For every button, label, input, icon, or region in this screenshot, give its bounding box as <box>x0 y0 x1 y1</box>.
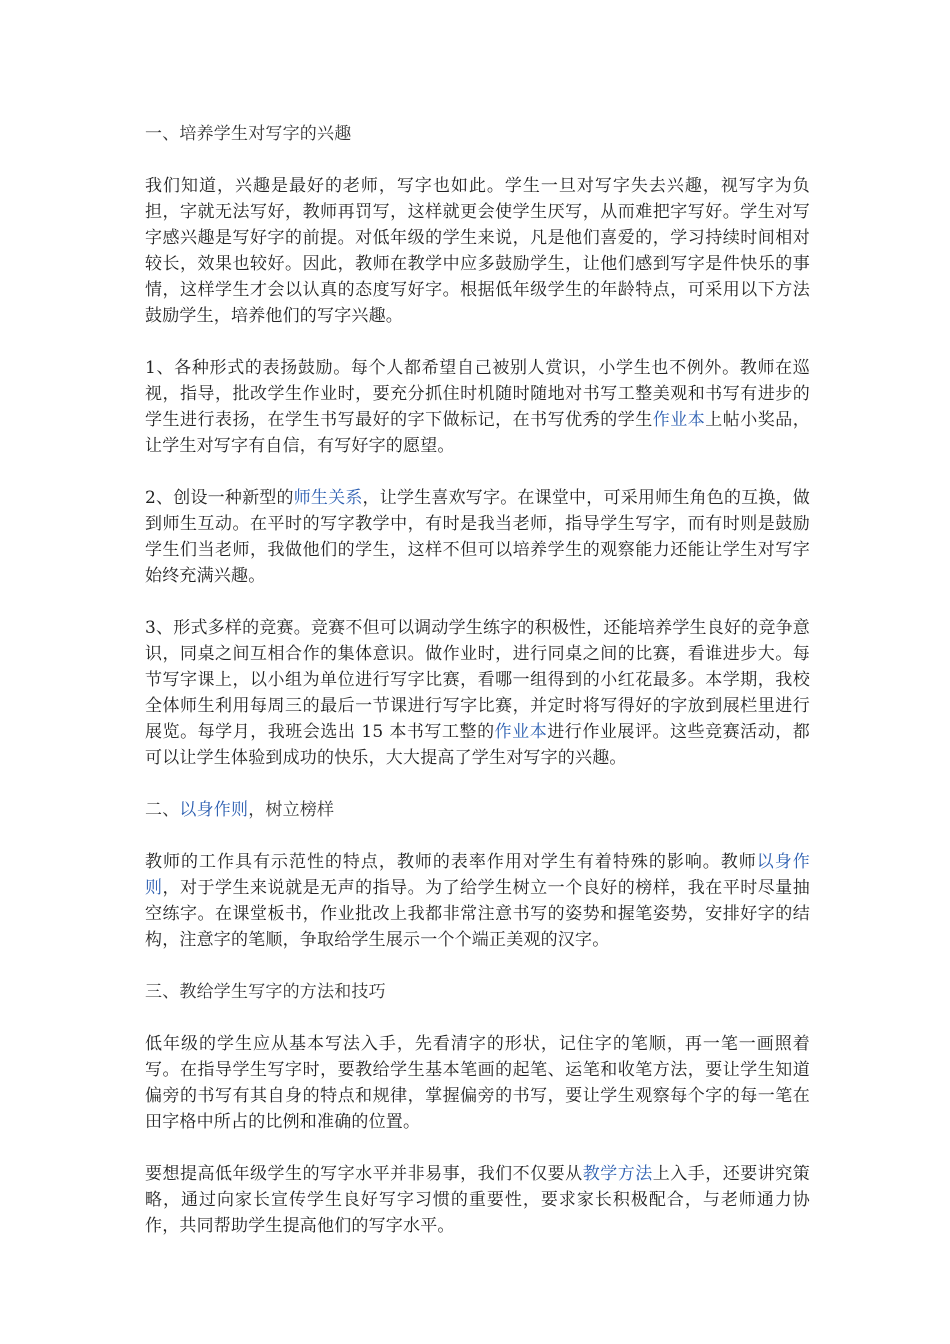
paragraph-1-text: 我们知道，兴趣是最好的老师，写字也如此。学生一旦对写字失去兴趣，视写字为负担，字就无法写好，教师再罚写，这样就更会使学生厌写，从而难把字写好。学生对写字感兴趣是写好字的前提。对低年级的学生来说，凡是他们喜爱的，学习持续时间相对较长，效果也较好。因此，教师在教学中应多鼓励学生，让他们感到写字是件快乐的事情，这样学生才会以认真的态度写好字。根据低年级学生的年龄特点，可采用以下方法鼓励学生，培养他们的写字兴趣。 <box>145 176 810 326</box>
section-heading-2-text-a: 二、 <box>145 800 180 820</box>
teacher-student-relationship-link[interactable]: 师生关系 <box>293 488 363 508</box>
paragraph-5-text-b: ，对于学生来说就是无声的指导。为了给学生树立一个良好的榜样，我在平时尽量抽空练字。在课堂板书，作业批改上我都非常注意书写的姿势和握笔姿势，安排好字的结构，注意字的笔顺，争取给学生展示一个个端正美观的汉字。 <box>145 878 810 950</box>
paragraph-3-text-b: ，让学生喜欢写字。在课堂中，可采用师生角色的互换，做到师生互动。在平时的写字教学中，有时是我当老师，指导学生写字，而有时则是鼓励学生们当老师，我做他们的学生，这样不但可以培养学生的观察能力还能让学生对写字始终充满兴趣。 <box>145 488 810 586</box>
paragraph-7-text-b: 上入手，还要讲究策略，通过向家长宣传学生良好写字习惯的重要性，要求家长积极配合，与老师通力协作，共同帮助学生提高他们的写字水平。 <box>145 1164 810 1236</box>
paragraph-4 <box>145 615 810 771</box>
document-body <box>145 121 810 1265</box>
paragraph-6-text: 低年级的学生应从基本写法入手，先看清字的形状，记住字的笔顺，再一笔一画照着写。在指导学生写字时，要教给学生基本笔画的起笔、运笔和收笔方法，要让学生知道偏旁的书写有其自身的特点和规律，掌握偏旁的书写，要让学生观察每个字的每一笔在田字格中所占的比例和准确的位置。 <box>145 1034 810 1132</box>
section-heading-3-text: 三、教给学生写字的方法和技巧 <box>145 982 386 1002</box>
paragraph-4-text-a: 3、形式多样的竞赛。竞赛不但可以调动学生练字的积极性，还能培养学生良好的竞争意识，同桌之间互相合作的集体意识。做作业时，进行同桌之间的比赛，看谁进步大。每节写字课上，以小组为单位进行写字比赛，看哪一组得到的小红花最多。本学期，我校全体师生利用每周三的最后一节课进行写字比赛，并定时将写得好的字放到展栏里进行展览。每学月，我班会选出 15 本书写工整的 <box>145 618 810 742</box>
homework-book-link-2[interactable]: 作业本 <box>494 722 548 742</box>
section-heading-3 <box>145 979 810 1005</box>
paragraph-7 <box>145 1161 810 1239</box>
paragraph-5-text-a: 教师的工作具有示范性的特点，教师的表率作用对学生有着特殊的影响。教师 <box>145 852 757 872</box>
paragraph-5 <box>145 849 810 953</box>
lead-by-example-link[interactable]: 以身作则 <box>179 800 249 820</box>
lead-by-example-link-2[interactable]: 以身作则 <box>145 852 810 898</box>
paragraph-7-text-a: 要想提高低年级学生的写字水平并非易事，我们不仅要从 <box>145 1164 583 1184</box>
section-heading-2-text-b: ，树立榜样 <box>248 800 335 820</box>
paragraph-2-text-b: 上帖小奖品，让学生对写字有自信，有写好字的愿望。 <box>145 410 810 456</box>
section-heading-2 <box>145 797 810 823</box>
paragraph-6 <box>145 1031 810 1135</box>
teaching-method-link[interactable]: 教学方法 <box>582 1164 653 1184</box>
homework-book-link[interactable]: 作业本 <box>652 410 706 430</box>
paragraph-4-text-b: 进行作业展评。这些竞赛活动，都可以让学生体验到成功的快乐，大大提高了学生对写字的兴趣。 <box>145 722 810 768</box>
paragraph-3-text-a: 2、创设一种新型的 <box>145 488 294 508</box>
paragraph-3 <box>145 485 810 589</box>
section-heading-1 <box>145 121 810 147</box>
paragraph-2 <box>145 355 810 459</box>
section-heading-1-text: 一、培养学生对写字的兴趣 <box>145 124 352 144</box>
paragraph-2-text-a: 1、各种形式的表扬鼓励。每个人都希望自己被别人赏识，小学生也不例外。教师在巡视，指导，批改学生作业时，要充分抓住时机随时随地对书写工整美观和书写有进步的学生进行表扬，在学生书写最好的字下做标记，在书写优秀的学生 <box>145 358 810 430</box>
paragraph-1 <box>145 173 810 329</box>
